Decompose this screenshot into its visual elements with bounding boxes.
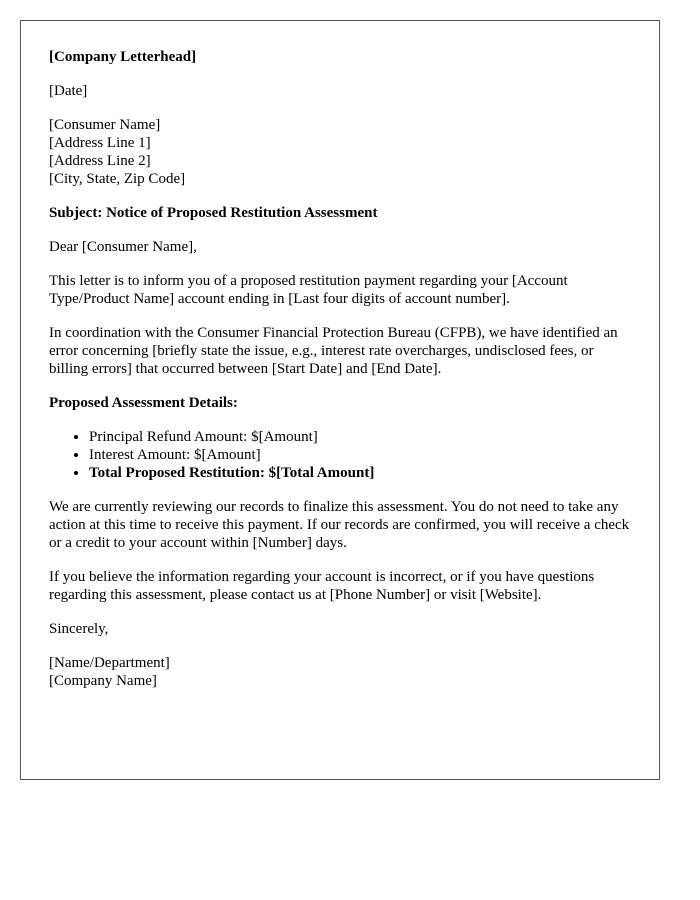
list-item-interest-amount: • Interest Amount: $[Amount]: [89, 446, 631, 464]
recipient-address: [49, 116, 631, 188]
salutation: Dear [Consumer Name],: [49, 239, 197, 255]
signature-block: [49, 654, 631, 690]
list-item-principal-refund: • Principal Refund Amount: $[Amount]: [89, 428, 631, 446]
closing: Sincerely,: [49, 621, 109, 637]
body-paragraph-cfpb: In coordination with the Consumer Financial Protection Bureau (CFPB), we have identified an error concerning [briefly state the issue, e.g., interest rate overcharges, undisclosed fees, or billing errors] that occurred between [Start Date] and [End Date].: [49, 325, 618, 377]
signature-name: [Name/Department]: [49, 655, 170, 671]
body-paragraph-review: We are currently reviewing our records to finalize this assessment. You do not need to take any action at this time to receive this payment. If our records are confirmed, you will receive a check or a credit to your account within [Number] days.: [49, 499, 630, 551]
details-heading: Proposed Assessment Details:: [49, 395, 238, 411]
address-line-1: [Address Line 1]: [49, 135, 151, 151]
company-letterhead: [Company Letterhead]: [49, 49, 197, 65]
assessment-details-list: [49, 428, 631, 482]
address-city-state-zip: [City, State, Zip Code]: [49, 171, 186, 187]
body-paragraph-contact: If you believe the information regarding your account is incorrect, or if you have questions regarding this assessment, please contact us at [Phone Number] or visit [Website].: [49, 569, 595, 603]
letter-date: [Date]: [49, 83, 88, 99]
list-item-total-restitution: • Total Proposed Restitution: $[Total Amount]: [89, 464, 631, 482]
body-paragraph-intro: This letter is to inform you of a proposed restitution payment regarding your [Account Type/Product Name] account ending in [Last four digits of account number].: [49, 273, 568, 307]
address-line-2: [Address Line 2]: [49, 153, 151, 169]
recipient-name: [Consumer Name]: [49, 117, 161, 133]
letter-subject: Subject: Notice of Proposed Restitution Assessment: [49, 205, 378, 221]
letter-document: [20, 20, 660, 780]
signature-company: [Company Name]: [49, 673, 157, 689]
